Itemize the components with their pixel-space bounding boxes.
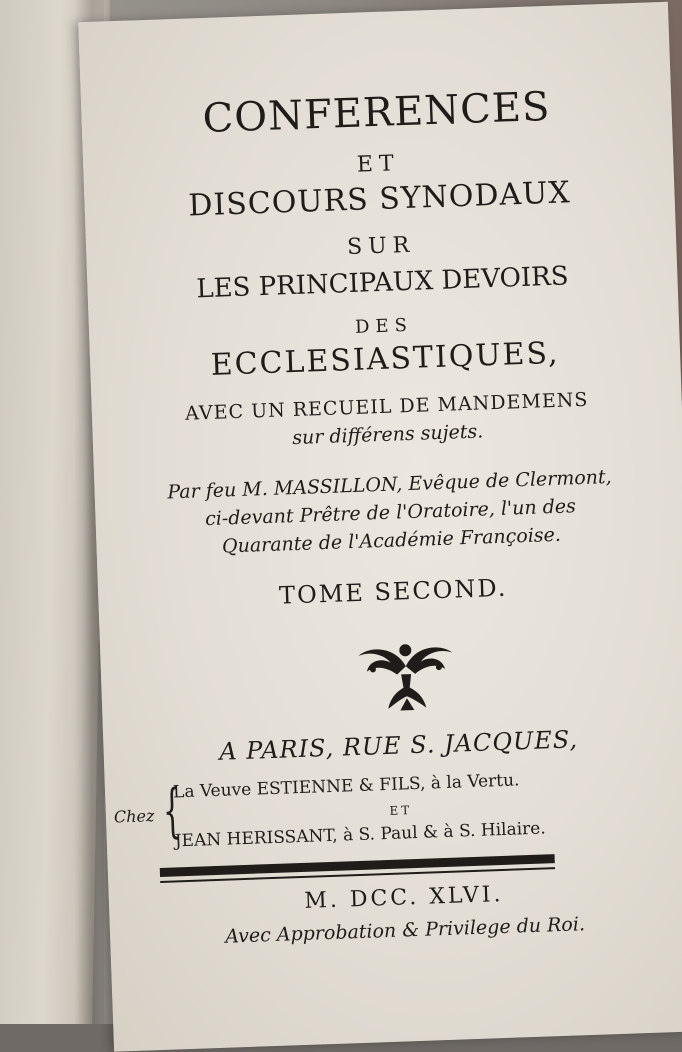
title-line-des: DES [354, 314, 414, 338]
imprint-city: A PARIS, RUE S. JACQUES, [218, 725, 579, 766]
imprint-chez: Chez [113, 806, 155, 827]
privilege-line: Avec Approbation & Privilege du Roi. [224, 913, 586, 948]
title-line-discours: DISCOURS SYNODAUX [187, 175, 572, 224]
title-line-et: ET [356, 151, 401, 178]
author-line-2: ci-devant Prêtre de l'Oratoire, l'un des [204, 495, 577, 531]
publisher-2: JEAN HERISSANT, à S. Paul & à S. Hilaire. [174, 818, 547, 852]
publication-date: M. DCC. XLVI. [303, 881, 504, 914]
volume-label: TOME SECOND. [278, 573, 508, 610]
title-line-principaux: LES PRINCIPAUX DEVOIRS [195, 261, 569, 305]
title-line-ecclesiastiques: ECCLESIASTIQUES, [210, 335, 561, 383]
curly-brace: { [161, 776, 183, 845]
title-line-conferences: CONFERENCES [201, 83, 552, 142]
ornament-icon [349, 624, 462, 718]
author-line-1: Par feu M. MASSILLON, Evêque de Clermont, [167, 465, 612, 504]
title-page-content [78, 2, 682, 1022]
title-line-sur: SUR [346, 232, 416, 261]
publisher-et: ET [389, 803, 413, 818]
publisher-1: La Veuve ESTIENNE & FILS, à la Vertu. [172, 770, 520, 803]
author-line-3: Quarante de l'Académie Françoise. [221, 523, 562, 558]
subtitle-sujets: sur différens sujets. [291, 420, 484, 450]
subtitle-recueil: AVEC UN RECUEIL DE MANDEMENS [184, 388, 589, 425]
title-page [78, 2, 682, 1052]
